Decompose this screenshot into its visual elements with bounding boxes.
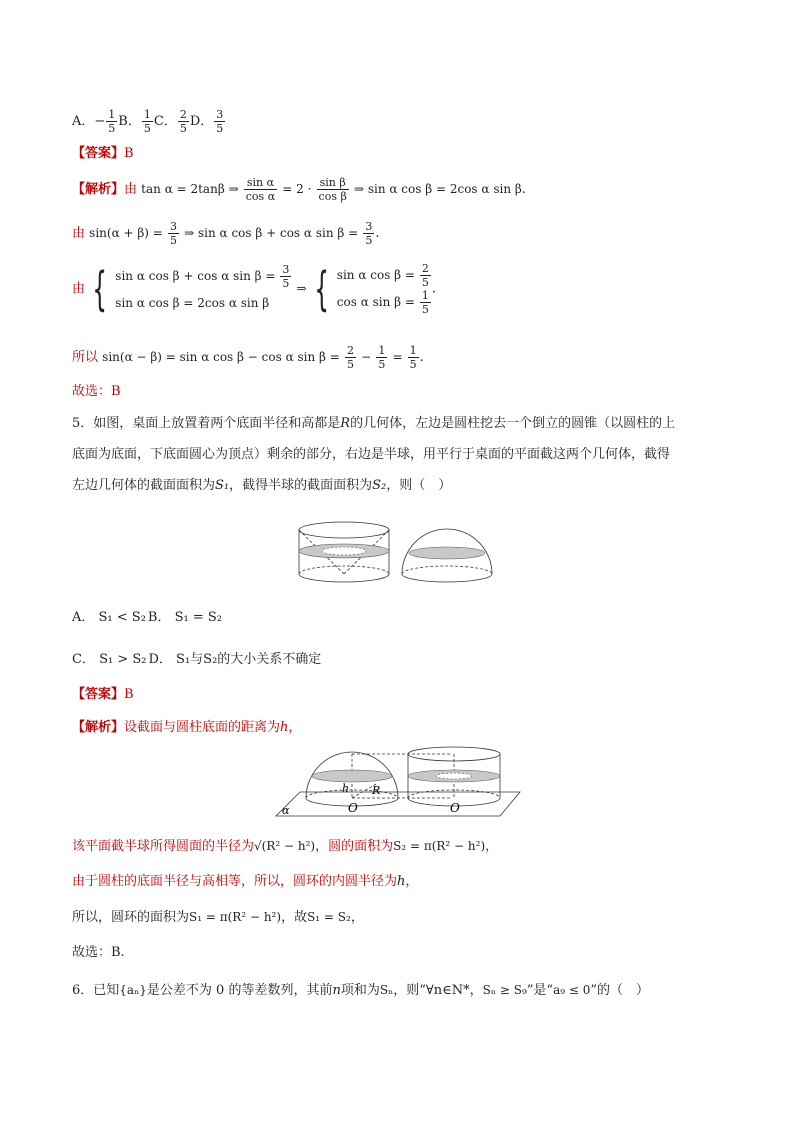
option-a-label: A． (72, 114, 95, 129)
q5-analysis-line-3: 由于圆柱的底面半径与高相等，所以，圆环的内圆半径为h， (72, 874, 419, 889)
left-brace: { (92, 262, 107, 316)
q4-analysis-line-2: 由 sin(α + β) = $\frac{3}{5}$ ⇒ sin α cos β + cos α sin β = $\frac{3}{5}$ . (72, 220, 380, 247)
q5-options-cd (72, 650, 321, 670)
option-b-fraction: $\frac{1}{5}$ (143, 108, 151, 135)
q5-choice: 故选：B. (72, 945, 125, 960)
analysis-tag: 【解析】 (72, 182, 125, 197)
q6-stem: 6．已知{aₙ}是公差不为 0 的等差数列，其前n项和为Sₙ，则“∀n∈N*，Sₙ ≥ S₉”是“a₉ ≤ 0”的（ ） (72, 983, 650, 998)
label-O-left: O (348, 801, 358, 815)
q5-analysis-line-4: 所以，圆环的面积为S₁ = π(R² − h²)，故S₁ = S₂， (72, 910, 364, 925)
option-c: C． S₁ > S₂ (72, 652, 147, 667)
solution-system: sin α cos β = $\frac{2}{5}$ cos α sin β = $\frac{1}{5}$ (336, 262, 429, 316)
q4-analysis-line-1: 【解析】由 tan α = 2tanβ ⇒ $\frac{\text{sin α}}{\text{cos α}}$ = 2 · $\frac{\text{sin β}}{\text{cos β}}$ ⇒ sin α cos β = 2cos α sin β. (72, 176, 526, 203)
option-a-sign: − (94, 114, 106, 129)
option-d-fraction: $\frac{3}{5}$ (216, 108, 224, 135)
label-alpha: α (282, 804, 290, 817)
q5-figure-solids (296, 516, 496, 586)
q4-analysis-line-4: 所以 sin(α − β) = sin α cos β − cos α sin β = $\frac{2}{5}$ − $\frac{1}{5}$ = $\frac{1}{5}$ . (72, 344, 424, 371)
q4-choice: 故选：B (72, 384, 121, 399)
option-d: D． S₁与S₂的大小关系不确定 (148, 652, 322, 667)
q4-answer (72, 144, 134, 164)
label-R: R (372, 784, 381, 797)
label-O-right: O (450, 801, 460, 815)
option-b-label: B． (118, 114, 141, 129)
option-a: A． S₁ < S₂ (72, 610, 146, 625)
q4-analysis-line-3: 由 { sin α cos β + cos α sin β = $\frac{3}{5}$ sin α cos β = 2cos α sin β ⇒ { sin α cos β = $\frac{2}{5}$ cos α sin β = $\frac{1}{5}$ . (72, 262, 436, 316)
q5-analysis-line-1: 【解析】设截面与圆柱底面的距离为h， (72, 720, 302, 735)
q5-options-ab (72, 608, 222, 628)
q5-answer: 【答案】B (72, 687, 134, 702)
equation-system: sin α cos β + cos α sin β = $\frac{3}{5}$ sin α cos β = 2cos α sin β (115, 262, 290, 310)
answer-value: B (124, 146, 134, 161)
left-brace-2: { (313, 262, 329, 316)
option-d-label: D． (189, 114, 214, 129)
q4-options (72, 108, 226, 135)
q5-stem: 5．如图，桌面上放置着两个底面半径和高都是R的几何体，左边是圆柱挖去一个倒立的圆锥（以圆柱的上 底面为底面，下底面圆心为顶点）剩余的部分，右边是半球，用平行于桌面的平面截这两个几何体，截得 左边几何体的截面面积为S₁，截得半球的截面面积为S₂，则（ ） (72, 416, 676, 493)
option-c-fraction: $\frac{2}{5}$ (179, 108, 187, 135)
option-b: B． S₁ = S₂ (147, 610, 222, 625)
label-h: h (342, 782, 350, 795)
q5-figure-analysis (272, 744, 524, 822)
answer-tag: 【答案】 (72, 146, 125, 161)
option-a-fraction: $\frac{1}{5}$ (108, 108, 116, 135)
q5-analysis-line-2: 该平面截半球所得圆面的半径为√(R² − h²)，圆的面积为S₂ = π(R² − h²)， (72, 839, 499, 854)
option-c-label: C． (153, 114, 177, 129)
